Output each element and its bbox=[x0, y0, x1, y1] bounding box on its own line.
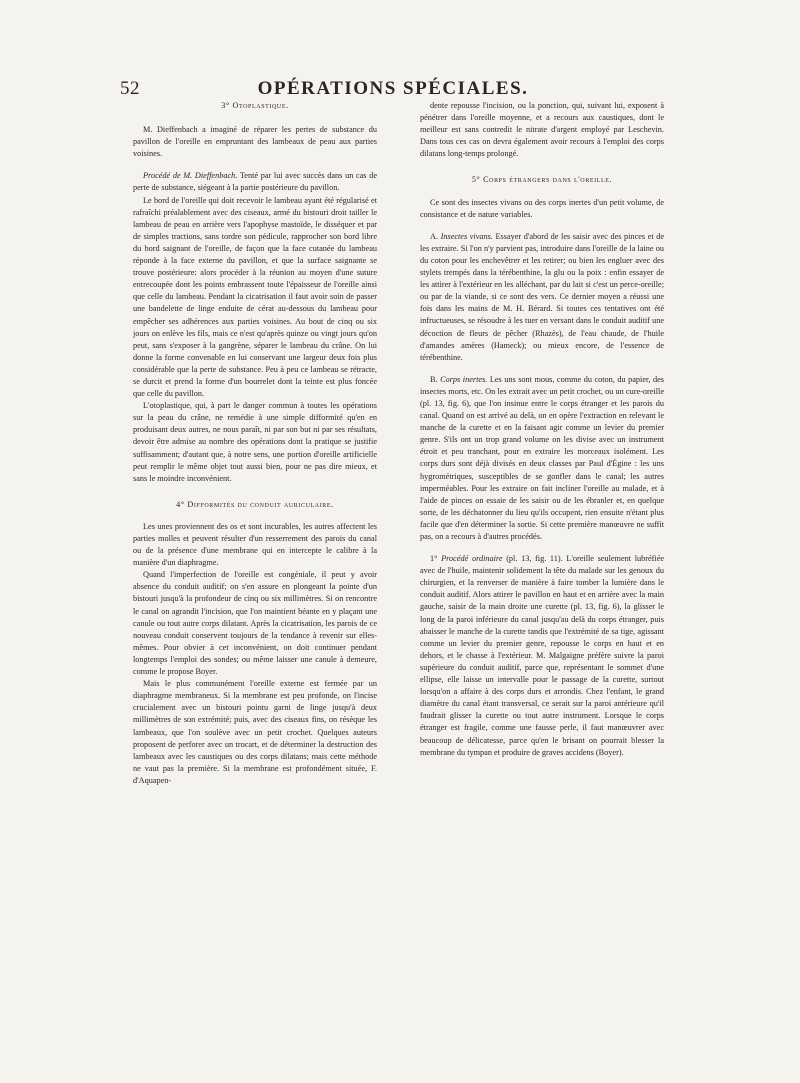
section-heading-otoplastique bbox=[133, 100, 377, 112]
paragraph: L'otoplastique, qui, à part le danger commun à toutes les opérations sur la peau du crâne, ne remédie à une simple difformité qu'en en produisant deux autres, ne nous paraît, ni par son but ni par ses résultats, devoir être admise au nombre des opérations dont la pratique se justifie suffisamment; d'autant que, à notre sens, une portion d'oreille artificielle peut remplir le même objet tout aussi bien, pour ne pas dire mieux, et sans le moindre inconvénient. bbox=[133, 401, 377, 483]
paragraph: Les unes proviennent des os et sont incurables, les autres affectent les parties molles et peuvent résulter d'un resserrement des parois du canal ou de la présence d'une membrane qui en intercepte le calibre à la manière d'un diaphragme. bbox=[133, 521, 377, 568]
paragraph: dente repousse l'incision, ou la ponction, qui, suivant lui, exposent à pénétrer dans l'oreille moyenne, et a recours aux caustiques, dont le meilleur est sans contredit le nitrate d'argent employé par Leschevin. Dans tous ces cas on devra également avoir recours à l'emploi des corps dilatans long-temps prolongé. bbox=[420, 101, 664, 159]
section-title: Otoplastique. bbox=[232, 101, 289, 110]
running-title: OPÉRATIONS SPÉCIALES. bbox=[257, 78, 529, 99]
paragraph: Le bord de l'oreille qui doit recevoir le lambeau ayant été régularisé et rafraîchi préalablement avec des ciseaux, armé du bistouri droit tailler le lambeau de peau en arrière vers l'apophyse mastoïde, le disséquer et par de simples tractions, sans tordre son pédicule, rapprocher son bord libre du bord saignant de l'oreille, de façon que la face cutanée du lambeau réponde à la face externe du pavillon, et que la surface saignante se trouve postérieure: alors procéder à la réunion au moyen d'une suture entrecoupée dont les points embrassent toute l'épaisseur de l'oreille ainsi que celle du lambeau. Pendant la cicatrisation il faut avoir soin de passer une bandelette de linge enduite de cérat au-dessous du lambeau pour empêcher ses adhérences aux parties voisines. Au bout de cinq ou six jours on enlève les fils, mais ce n'est qu'après quinze ou vingt jours qu'on peut, sans s'exposer à la gangrène, séparer le lambeau du crâne. On lui donne la forme convenable en lui conservant une largeur deux fois plus considérable que la perte de substance. Peu à peu ce lambeau se rétracte, se durcit et prend la forme d'un bourrelet dont la teinte est plus foncée que celle du pavillon. bbox=[133, 195, 377, 399]
right-column bbox=[420, 100, 664, 759]
procedure-title: Procédé de M. Dieffenbach. bbox=[143, 171, 238, 181]
paragraph: 1° Procédé ordinaire (pl. 13, fig. 11). L'oreille seulement lubréfiée avec de l'huile, maintenir solidement la tête du malade sur les genoux du chirurgien, et la renverser de manière à faire tomber la lumière dans le conduit auditif. Alors attirer le pavillon en haut et en arrière avec la main gauche, saisir de la main droite une curette (pl. 13, fig. 6), la glisser le long de la paroi inférieure du canal jusqu'au delà du corps étranger, puis abaisser le manche de la curette tandis que l'extrémité de sa tige, agissant comme un levier du premier genre, repousse le corps en haut et en dehors, et le chasse à l'extérieur. M. Malgaigne préfère suivre la paroi supérieure du conduit auditif, parce que, représentant le sommet d'une ellipse, elle laisse un intervalle pour le passage de la curette, surtout lorsqu'on a affaire à des corps durs et arrondis. Chez l'enfant, le grand diamètre du canal étant transversal, ce serait sur la paroi antérieure qu'il faudrait glisser la curette ou tout autre instrument. Lorsque le corps étranger est fragile, comme une fausse perle, il faut manœuvrer avec beaucoup de délicatesse, parce qu'en le brisant on pourrait blesser la membrane du tympan et produire de graves accidens (Boyer). bbox=[420, 554, 665, 757]
left-column bbox=[133, 100, 377, 787]
section-number: 5° bbox=[471, 175, 481, 185]
paragraph: A. Insectes vivans. Essayer d'abord de les saisir avec des pinces et de les extraire. Si l'on n'y parvient pas, introduire dans l'oreille de la laine ou du coton pour les enchevêtrer et les retirer; ou bien les engluer avec des stylets trempés dans la térébenthine, la glu ou la poix : enfin essayer de les attirer à l'extérieur en les alléchant, par du lait si c'est un perce-oreille; ou par de la viande, si ce sont des vers. Ce dernier moyen a réussi une fois dans les mains de M. H. Bérard. Si toutes ces tentatives ont été infructueuses, se résoudre à les tuer en versant dans le conduit auditif une décoction de fleurs de pêcher (Rhazès), de l'eau chaude, de l'huile d'amandes amères (Hameck); ou mieux encore, de l'essence de térébenthine. bbox=[420, 231, 665, 362]
section-heading-conduit bbox=[133, 499, 377, 511]
paragraph: Procédé de M. Dieffenbach. Tenté par lui avec succès dans un cas de perte de substance, siégeant à la partie postérieure du pavillon. bbox=[133, 171, 377, 193]
paragraph: Quand l'imperfection de l'oreille est congéniale, il peut y avoir absence du conduit auditif; on s'en assure en plongeant la pointe d'un bistouri jusqu'à la profondeur de cinq ou six millimètres. Si on rencontre le canal on agrandit l'incision, que l'on maintient béante en y plaçant une canule ou tout autre corps dilatant. Après la cicatrisation, les parois de ce nouveau conduit conservent toujours de la tendance à revenir sur elles-mêmes. Pour obvier à cet inconvénient, on doit continuer pendant longtemps l'emploi des sondes; ou même laisser une canule à demeure, comme le propose Boyer. bbox=[133, 570, 377, 677]
section-title: Corps étrangers dans l'oreille. bbox=[483, 175, 613, 185]
section-number: 3° bbox=[221, 101, 230, 110]
section-number: 4° bbox=[176, 499, 185, 509]
section-title: Difformités du conduit auriculaire. bbox=[187, 499, 334, 509]
paragraph: M. Dieffenbach a imaginé de réparer les pertes de substance du pavillon de l'oreille en empruntant des lambeaux de peau aux parties voisines. bbox=[133, 125, 377, 159]
subsection-title: Insectes vivans. bbox=[440, 231, 493, 241]
paragraph: Mais le plus communément l'oreille externe est fermée par un diaphragme membraneux. Si la membrane est peu profonde, on l'incise crucialement avec un bistouri pointu garni de linge jusqu'à deux millimètres de son extrémité; puis, avec des ciseaux fins, on résèque les lambeaux, que l'on soulève avec un petit crochet. Quelques auteurs proposent de perforer avec un trocart, et de déterminer la destruction des lambeaux avec les caustiques ou des corps dilatans; mais cette méthode ne vaut pas la première. Si la membrane est profondément située, F. d'Aquapen- bbox=[133, 679, 377, 785]
procedure-title: Procédé ordinaire bbox=[441, 554, 503, 564]
section-heading-corps-etrangers bbox=[420, 174, 664, 186]
paragraph: B. Corps inertes. Les uns sont mous, comme du coton, du papier, des insectes morts, etc. On les extrait avec un petit crochet, ou un cure-oreille (pl. 13, fig. 6), que l'on insinue entre le corps étranger et les parois du canal. Quand on est arrivé au delà, on en opère l'extraction en relevant le manche de la curette et en la faisant agir comme un levier du premier genre. S'ils ont un trop grand volume on les divise avec un instrument étroit et peu tranchant, pour en extraire les morceaux isolément. Les corps durs sont déjà divisés en deux classes par Paul d'Égine : les uns hygrométriques, susceptibles de se gonfler dans le canal; les autres imperméables. Pour les extraire on fait incliner l'oreille au malade, et à l'aide de pinces on essaie de les saisir ou de les ébranler et, en quelque sorte, de les déchatonner du lieu qu'ils occupent, rien ensuite n'étant plus facile que d'en déterminer la sortie. Si cette première manœuvre ne suffit pas, on a recours à d'autres procédés. bbox=[420, 374, 664, 541]
subsection-title: Corps inertes. bbox=[440, 374, 488, 384]
page-number: 52 bbox=[120, 78, 140, 99]
paragraph: Ce sont des insectes vivans ou des corps inertes d'un petit volume, de consistance et de nature variables. bbox=[420, 197, 664, 219]
